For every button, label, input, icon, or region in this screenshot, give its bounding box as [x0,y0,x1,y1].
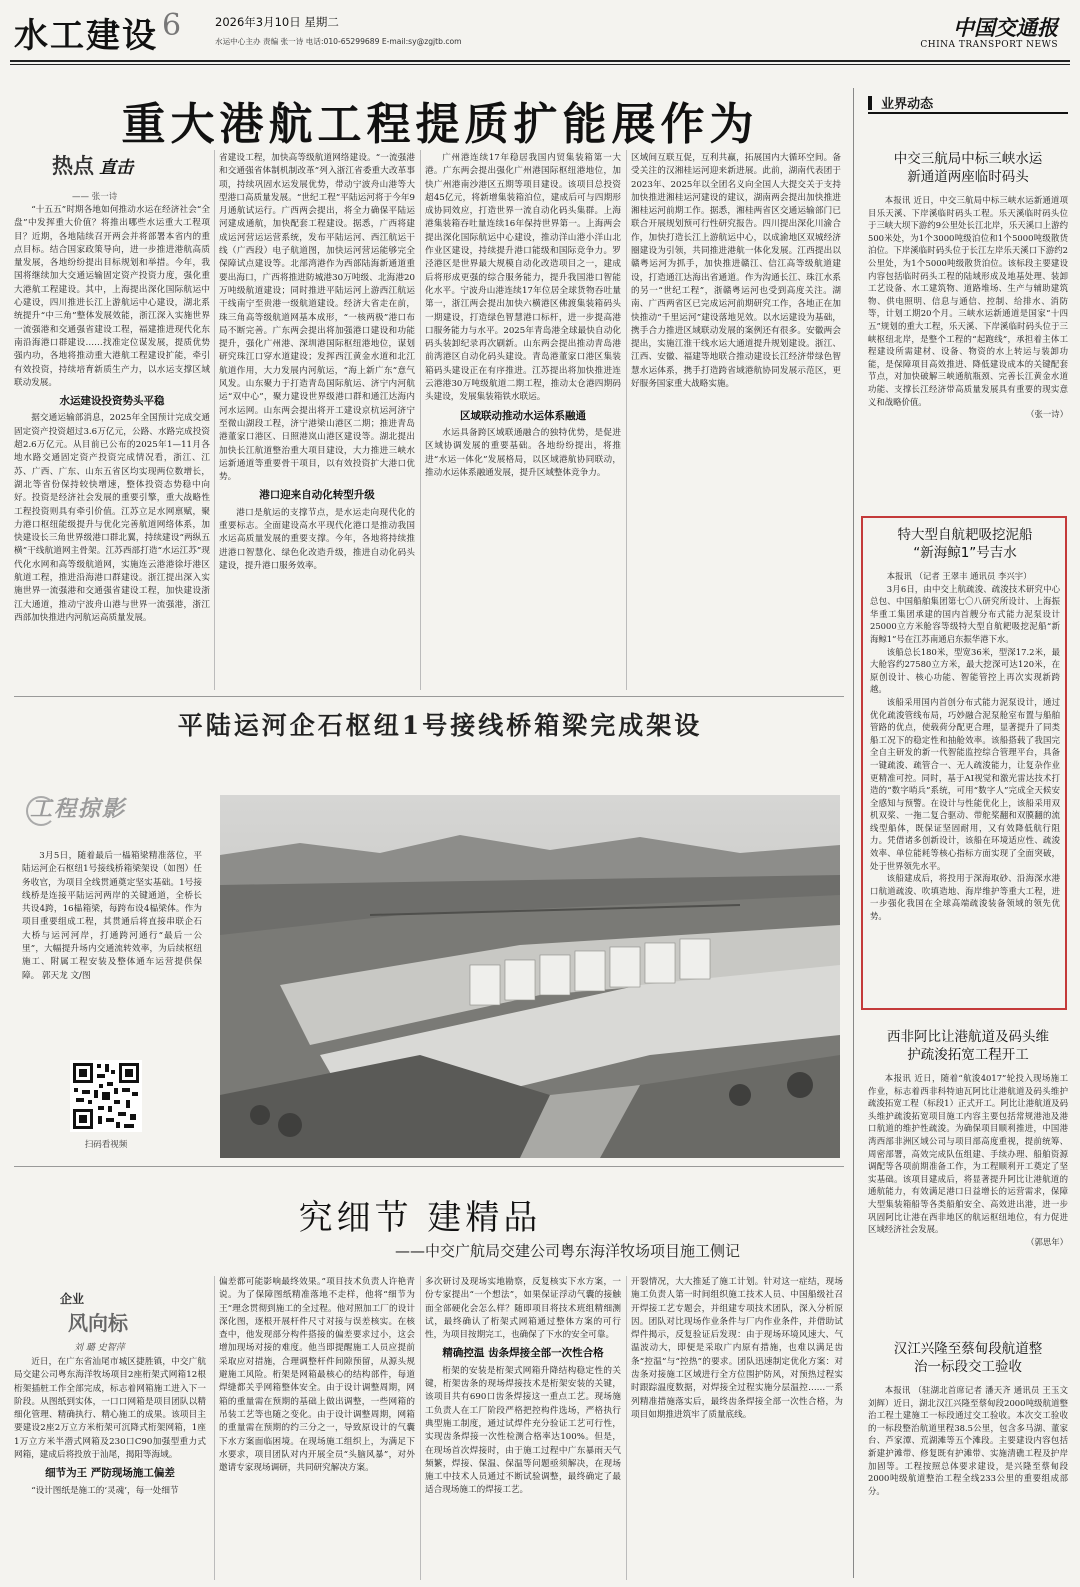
col-divider [420,1276,421,1580]
sidebar-divider [853,88,854,1578]
feature-subhead-1: 细节为王 严防现场施工偏差 [45,1467,175,1480]
construction-photo-graphic [220,795,840,1158]
feature-col-4 [631,1276,843,1580]
feature-headline: 究细节 建精品 [298,1198,542,1238]
news-4-body [868,1384,1068,1497]
sidebar-news-3 [868,1028,1068,1326]
news-1-title: 中交三航局中标三峡水运新通道两座临时码头 [893,151,1043,185]
lead-col4-a: 区域间互联互促，互利共赢，拓展国内大循环空间。备受关注的汉湘桂运河迎来新进展。此前，湖南代表团于2023年、2025年以全团名义向全国人大提交关于支持加快推进湘桂运河建设的建议，湖南两会提出加快推进湘桂运河前期工作。据悉，湘桂两省区交通运输部门已联合开展规划预可行性研究报告。四川提出深化川渝合作，加快打造长江上游航运中心，以成渝地区双城经济圈建设为引领，共同推进港航一体化发展。江西提出以赣粤运河为抓手，加快推进赣江、信江高等级航道建设，打造通江达海出省通道。作为沟通长江、珠江水系的另一“世纪工程”，浙赣粤运河也受到高度关注。湖南、广西两省区已完成运河前期研究工作，各地正在加快推动“千里运河”建设落地见效。以水运建设为基础，携手合力推进区域联动发展的案例还有很多。安徽两会提出，实施江淮干线水运大通道提升规划建设。浙江、江西、安徽、福建等地联合推动建设长江经济带绿色智慧水运体系，携手打造跨省域港航协同发展示范区，更好服务国家重大战略实施。 [631,153,841,390]
feature-col3-b: 桁架的安装是桁架式网箱升降结构稳定性的关键，桁架齿条的现场焊接技术是桁架安装的关键，该项目共有690口齿条焊接这一重点工艺。现场施工负责人在工厂阶段严格把控构件选场，严格执行典型施工制度，通过试焊件充分验证工艺可行性，实现齿条焊接一次性检测合格率达100%。但是，在现场首次焊接时，由于施工过程中广东暴雨天气频繁，焊接、保温、保温等问题亟须解决，在现场施工中技术人员通过不断试验调整，最终确定了最适合现场施工的焊接工艺。 [425,1365,621,1496]
issue-date: 2026年3月10日 星期二 [215,15,339,29]
qr-code-graphic [70,1060,142,1132]
col-divider [214,150,215,690]
lead-col-2 [219,152,415,686]
byline-dash: —— [72,192,92,202]
news-2-dateline: 本报讯 （记者 王翠丰 通讯员 李兴宇） [886,571,1032,581]
sidebar-news-2 [870,526,1060,1004]
lead-col3-b: 水运具备跨区域联通融合的独特优势，是促进区域协调发展的重要基础。各地纷纷提出，将推进“水运一体化”发展格局，以区域港航协同联动，推动水运体系融通发展，提升区域整体竞争力。 [425,427,621,478]
sidebar-news-4 [868,1340,1068,1580]
news-1-body [868,194,1068,408]
feature-column-label-a: 企业 [60,1292,85,1306]
photo-story-headline: 平陆运河企石枢纽1号接线桥箱梁完成架设 [177,711,703,740]
feature-col3-text: 多次研讨及现场实地勘察，反复核实下水方案，一份专家提出“一个想法”，如果保证浮动气囊的接触面全部硬化会怎么样？随即项目将技术班组精细测试，最终确认了桁架式网箱通过整体方案的可行性，为项目按期完工，也确保了下水的安全可靠。 [425,1277,621,1341]
construction-photo [220,795,840,1158]
sidebar-news-1 [868,150,1068,502]
news-2-title-1: 特大型自航耙吸挖泥船 [897,527,1033,543]
sidebar-header [868,92,1068,114]
col-divider [420,150,421,690]
news-2-title-2: “新海鲸1”号吉水 [913,545,1017,561]
news-3-byline: （郭思年） [1026,1236,1068,1247]
lead-col2-a: 省建设工程，加快高等级航道网络建设。“一流强港和交通强省体制机制改革”列入浙江省委重大改革事项，持续巩固水运发展优势，带动宁波舟山港等大型港口高质量发展。“世纪工程”平陆运河将于今年9月通航试运行。广西两会提出，将全力确保平陆运河建成通航，加快配套工程建设。据悉，广西将建成运河营运运营系统，发布平陆运河、西江航运干线（广西段）电子航道图，加快运河营运能够完全保障试点建设等。北部湾港作为西部陆海新通道重要出海口，广西将推进防城港30万吨级、北海港20万吨级航道建设；同时推进平陆运河上游西江航运干线南宁至贵港一级航道建设。经济大省走在前，珠三角高等级航道网基本成形，“一核两极”港口布局不断完善。广东两会提出将加强港口建设和功能提升，强化广州港、深圳港国际枢纽港地位，谋划研究珠江口穿水道建设；发挥西江黄金水道和北江航道作用，大力发展内河航运，“海上新广东”意气风发。山东聚力于打造青岛国际航运、济宁内河航运“双中心”，聚力建设世界级港口群和通江达海内河水运网。山东两会提出将开工建设京杭运河济宁至微山湖段工程，济宁港梁山港区二期；推进青岛港董家口港区、日照港岚山港区建设等。湖北提出加快长江航道整治重大项目建设，大力推进三峡水运新通道等重要骨干项目，以有效投资扩大港口优势。 [219,153,415,483]
feature-col2-text: 偏差都可能影响最终效果。”项目技术负责人许艳青说。为了保障图纸精准落地不走样，他将“细节为王”理念贯彻到施工的全过程。他对照加工厂的设计深化图，逐根开展杆件尺寸对接与误差核实。在核查中，他发现部分构件搭接的偏差要求过小，这会增加现场对接的难度。他当即提醒施工人员应提前采取应对措施，合理调整杆件间隙预留，从源头规避施工风险。桁架是网箱最核心的结构部件，每道焊缝都关乎网箱整体安全。由于设计调整周期，网箱的重量需在预期的基础上做出调整，一些网箱的吊装工艺等也随之变化。由于设计调整周期，网箱的重量需在预期的约三分之一，导致原设计的气囊下水方案面临困境。在现场施工组织上，为满足下水要求，项目团队对内开展全员“头脑风暴”，对外邀请专家现场调研，共同研究解决方案。 [219,1277,415,1474]
lead-subhead-2: 港口迎来自动化转型升级 [259,489,375,502]
section-name: 水工建设 [14,16,158,56]
feature-col-2 [219,1276,415,1580]
feature-col-1 [14,1356,206,1580]
feature-byline: 刘 璐 史智萍 [74,1343,125,1353]
feature-col4-text: 开裂情况，大大推延了施工计划。针对这一症结，现场施工负责人第一时间组织施工技术人员、中国船级社召开焊接工艺专题会，并组建专项技术团队，深入分析原因。团队对比现场作业条件与厂内作业条件，并借助试焊件揭示，反复验证后发现：由于现场环境风速大、气温波动大，即便是采取广内原有措施，也难以满足齿条“控温”与“控热”的要求。团队迅速制定优化方案：对齿条对接施工区域进行全方位围护防风，对预热过程实时跟踪温度数据，对焊接全过程实施分层温控……一系列精准措施落实后，最终齿条焊接全部一次性合格，为项目如期推进筑牢了质量底线。 [631,1277,843,1420]
qr-label: 扫码看视频 [84,1140,128,1150]
masthead-rule [10,60,1070,62]
hotspot-kicker [52,150,172,190]
lead-headline: 重大港航工程提质扩能展作为 [121,99,759,150]
masthead-rule-thin [10,64,1070,65]
kicker-hit: 直击 [99,158,134,178]
news-3-body [868,1072,1068,1236]
feature-column-label-b: 风向标 [68,1311,128,1335]
lead-col1-rest: 据交通运输部消息，2025年全国预计完成交通固定资产投资超过3.6万亿元，公路、水路完成投资超2.6万亿元。从目前已公布的2025年1—11月各地水路交通固定资产投资完成情况看，浙江、江苏、广西、广东、山东五省区均实现两位数增长，湖北等省份保持较快增速，整体投资态势稳中向好。投资是经济社会发展的重要引擎，重大战略性工程投资则具有牵引价值。江苏立足水网禀赋，聚力港口枢纽能级提升与优化完善航道网络体系，加快建设长三角世界级港口群北翼，持续建设“两纵五横”干线航道网主骨架。江苏西部打造“水运江苏”现代化水网和高等级航道网，实施连云港港徐圩港区航道工程，推进沿海港口群建设。浙江提出深入实施世界一流强港和交通强省建设工程，加快建设浙江大通道，推动宁波舟山港与世界一流强港，浙江西部加快推进内河航运高质量发展。 [14,413,210,623]
feature-subhead: ——中交广航局交建公司粤东海洋牧场项目施工侧记 [394,1242,740,1260]
lead-col-1 [14,204,210,686]
lead-col-4 [631,152,841,686]
photo-section-rule [14,696,844,697]
sidebar-header-bar [868,96,872,110]
col-divider [626,1276,627,1580]
news-4-title: 汉江兴隆至蔡甸段航道整治一标段交工验收 [893,1341,1043,1375]
feature-subhead-2: 精确控温 齿条焊接全部一次性合格 [442,1347,604,1360]
photo-column-swirl [26,796,56,826]
feature-section-rule [14,1166,844,1167]
news-2-para-2: 该船总长180米，型宽36米，型深17.2米，最大舱容约27580立方米，最大挖深可达120米，在原创设计、核心功能、智能管控上再次实现新跨越。 [870,646,1060,695]
news-3-text: 本报讯 近日，随着“航浚4017”轮投入现场施工作业，标志着西非科特迪瓦阿比让港航道及码头维护疏浚拓宽工程（标段1）正式开工。阿比让港航道及码头维护疏浚拓宽项目施工内容主要包括常规港池及港口航道的维护性疏浚。为确保项目顺利推进，中国港湾西部非洲区域公司与项目部高度重视，提前统筹、周密部署，高效完成队伍组建、手续办理、船舶资源调配等各项前期准备工作，为工程顺利开工奠定了坚实基础。该项目建成后，将显著提升阿比让港航道的通航能力，有效满足港口日益增长的运营需求，保障大型集装箱船等各类船舶安全、高效进出港，进一步巩固阿比让港在西非地区的航运枢纽地位，有力促进区域经济社会发展。 [868,1073,1068,1235]
qr-code[interactable] [70,1060,142,1132]
news-1-byline: （张一诗） [1026,409,1068,420]
feature-col1-b: “设计图纸是施工的‘灵魂’，每一处细节 [31,1485,179,1496]
news-2-para-4: 该船建成后，将投用于深海取砂、沿海深水港口航道疏浚、吹填造地、海岸维护等重大工程，进一步强化我国在全球高端疏浚装备领域的领先优势。 [870,873,1060,922]
masthead [0,0,1080,68]
news-2-body [870,570,1060,923]
lead-col3-a: 广州港连续17年稳居我国内贸集装箱第一大港。广东两会提出强化广州港国际枢纽港地位，加快广州港南沙港区五期等项目建设。该项目总投资超45亿元，将新增集装箱泊位，建成后可与四期形成协同效应，打造世界一流自动化码头集群。上海港集装箱吞吐量连续16年保持世界第一。上海两会提出深化国际航运中心建设，推动洋山港小洋山北作业区建设，持续提升港口能级和国际竞争力。罗泾港区是世界最大规模自动化改造项目之一，建成后将形成更强的综合服务能力，提升我国港口智能化水平。宁波舟山港连续17年位居全球货物吞吐量第一，浙江两会提出加快六横港区佛渡集装箱码头一期建设，打造绿色智慧港口标杆，进一步提高港口服务能力与水平。2025年青岛港全球最快自动化码头装卸纪录再次刷新。山东两会提出推动青岛港前湾港区自动化码头建设。青岛港董家口港区集装箱码头建设正在有序推进。江苏提出将加快推进连云港港30万吨级航道二期工程，推动太仓港四期码头建设，发展集装箱铁水联运。 [425,153,621,403]
lead-subhead-3: 区域联动推动水运体系融通 [460,409,586,422]
lead-byline [72,190,117,202]
news-1-text: 本报讯 近日，中交三航局中标三峡水运新通道项目乐天溪、下岸溪临时码头工程。乐天溪临时码头位于三峡大坝下游约9公里处长江北岸，乐天溪口上游约500米处，为1个3000吨级泊位和1个5000吨级散货泊位。下岸溪临时码头位于长江左岸乐天溪口下游约2公里处，为1个5000吨级散货泊位。该标段主要建设内容包括临时码头工程的陆域形成及地基处理、装卸工艺设备、水工建筑物、道路堆场、生产与辅助建筑物、供电照明、信息与通信、控制、给排水、消防等，计划工期20个月。三峡水运新通道是国家“十四五”规划的重大工程，乐天溪、下岸溪临时码头位于三峡枢纽北岸，是整个工程的“起跑线”，承担着主体工程建设所需建材、设备、物资的水上转运与装卸功能，是保障项目高效推进、降低建设成本的关键配套节点，对加快破解三峡通航瓶颈、完善长江黄金水道功能、支撑长江经济带高质量发展具有重要的现实意义和战略价值。 [868,195,1068,407]
kicker-hot: 热点 [52,154,94,178]
col-divider [214,1276,215,1580]
news-4-text: 本报讯 （驻湖北首席记者 潘天齐 通讯员 王玉文 刘辉）近日，湖北汉江兴隆至蔡甸段2000吨级航道整治工程土建施工一标段通过交工验收。本次交工验收的一标段整治航道里程38.5公里，包含多马湖、董家台、芦家潭、荒湖滩等五个滩段。主要建设内容包括新建护滩带、修复既有护滩带、实施清礁工程及护岸加固等。工程按照总体要求建设，是兴隆至蔡甸段2000吨级航道整治工程全线233公里的重要组成部分。 [868,1385,1068,1496]
lead-byline-name: 张一诗 [91,192,118,202]
editor-info: 水运中心主办 责编 张一诗 电话:010-65299689 E-mail:sy@zgjtb.com [215,37,462,46]
lead-col-3 [425,152,621,686]
col-divider [626,150,627,690]
page-number: 6 [162,8,182,43]
lead-col2-b: 港口是航运的支撑节点，是水运走向现代化的重要标志。全面建设高水平现代化港口是推动我国水运高质量发展的重要支撑。今年，各地将持续推进港口智慧化、绿色化改造升级，推进自动化码头建设，提升港口服务效率。 [219,507,415,571]
feature-col-3 [425,1276,621,1580]
paper-name-cn: 中国交通报 [953,15,1058,40]
news-2-para-3: 该船采用国内首创分布式能力泥泵设计，通过优化疏浚管线布局，巧妙融合泥泵舱室布置与船舶管路的优点，使载荷分配更合理，显著提升了同类船工况下的稳定性和抽舱效率。该船搭载了我国完全自主研发的新一代智能监控综合管理平台，具备一键疏浚、疏管合一、无人疏浚能力，让复杂作业更精准可控。同时，基于AI视觉和激光雷达技术打造的“数字哨兵”系统，可用“数字人”完成全天候安全感知与预警。在设计与性能优化上，该船采用双机双桨、一拖二复合驱动、带舵桨翻和双膜翻的流线型船体，既保证坚固耐用，又有效降低航行阻力。凭借诸多创新设计，该船在环境适应性、疏浚效率、单位能耗等核心指标方面实现了全面突破，处于世界领先水平。 [870,696,1060,871]
feature-col1-text: 近日，在广东省汕尾市城区捷胜镇，中交广航局交建公司粤东海洋牧场项目2座桁架式网箱12根桁架插桩工作全部完成，标志着网箱施工进入下一阶段。从图纸到实体，一口口网箱是项目团队以精细化管理、精确执行、精心施工的成果。该项目主要建设2座2万立方米桁架可沉降式桁架网箱，1座1万立方米半潜式网箱及230口C90加强型重力式网箱，建成后将投放于汕尾，揭阳等海域。 [14,1357,206,1461]
lead-subhead-1: 水运建设投资势头平稳 [59,395,165,408]
lead-intro: “十五五”时期各地如何推动水运在经济社会“全盘”中发挥重大价值？将推出哪些水运重大工程项目？近期，各地陆续召开两会并将部署本省内的重点目标。结合国家政策导向，进一步推进港航高质量发展，各地纷纷提出目标规划和举措。今年，我国将继续加大交通运输固定资产投资力度，强化重大港航工程建设。其中，上海提出深化国际航运中心建设，四川推进长江上游航运中心建设，湖北系统提升“中三角”整体发展效能，浙江深入实施世界一流强港和交通强省建设工程，福建推进现代化东南沿海港口群建设……找准定位谋发展，提质优势强内功，各地将推动重大港航工程建设扩能，牵引有效投资，持续培育新质生产力，以水运支撑区域联动发展。 [14,205,210,388]
photo-caption-body: 3月5日，随着最后一榀箱梁精准落位，平陆运河企石枢纽1号接线桥箱梁架设（如图）任务收官，为项目全线贯通奠定坚实基础。1号接线桥是连接平陆运河两岸的关键通道，全桥长共设4跨，16榀箱梁，每跨布设4榀梁体。作为项目重要组成工程，其贯通后将直接串联企石大桥与运河河岸，打通跨河通行“最后一公里”，大幅提升场内交通流转效率，为后续枢纽施工、附属工程安装及整体通车运营提供保障。 [22,851,202,981]
photo-credit: 郭天龙 文/图 [41,970,91,981]
news-3-title: 西非阿比让港航道及码头维护疏浚拓宽工程开工 [887,1029,1049,1063]
sidebar-header-text: 业界动态 [881,97,934,112]
feature-column-label [60,1290,180,1340]
photo-caption [22,850,202,1046]
news-2-para-1: 3月6日，由中交上航疏浚、疏浚技术研究中心总包、中国船舶集团第七〇八研究所设计、上海振华重工集团承建的国内首艘分布式能力泥泵设计25000立方米舱容等级特大型自航耙吸挖泥船“新海鲸1”号在江苏南通启东振华港下水。 [870,583,1060,644]
photo-caption-text [22,850,202,983]
paper-name-en: CHINA TRANSPORT NEWS [920,40,1058,50]
photo-column-label: 工程掠影 [30,796,127,822]
